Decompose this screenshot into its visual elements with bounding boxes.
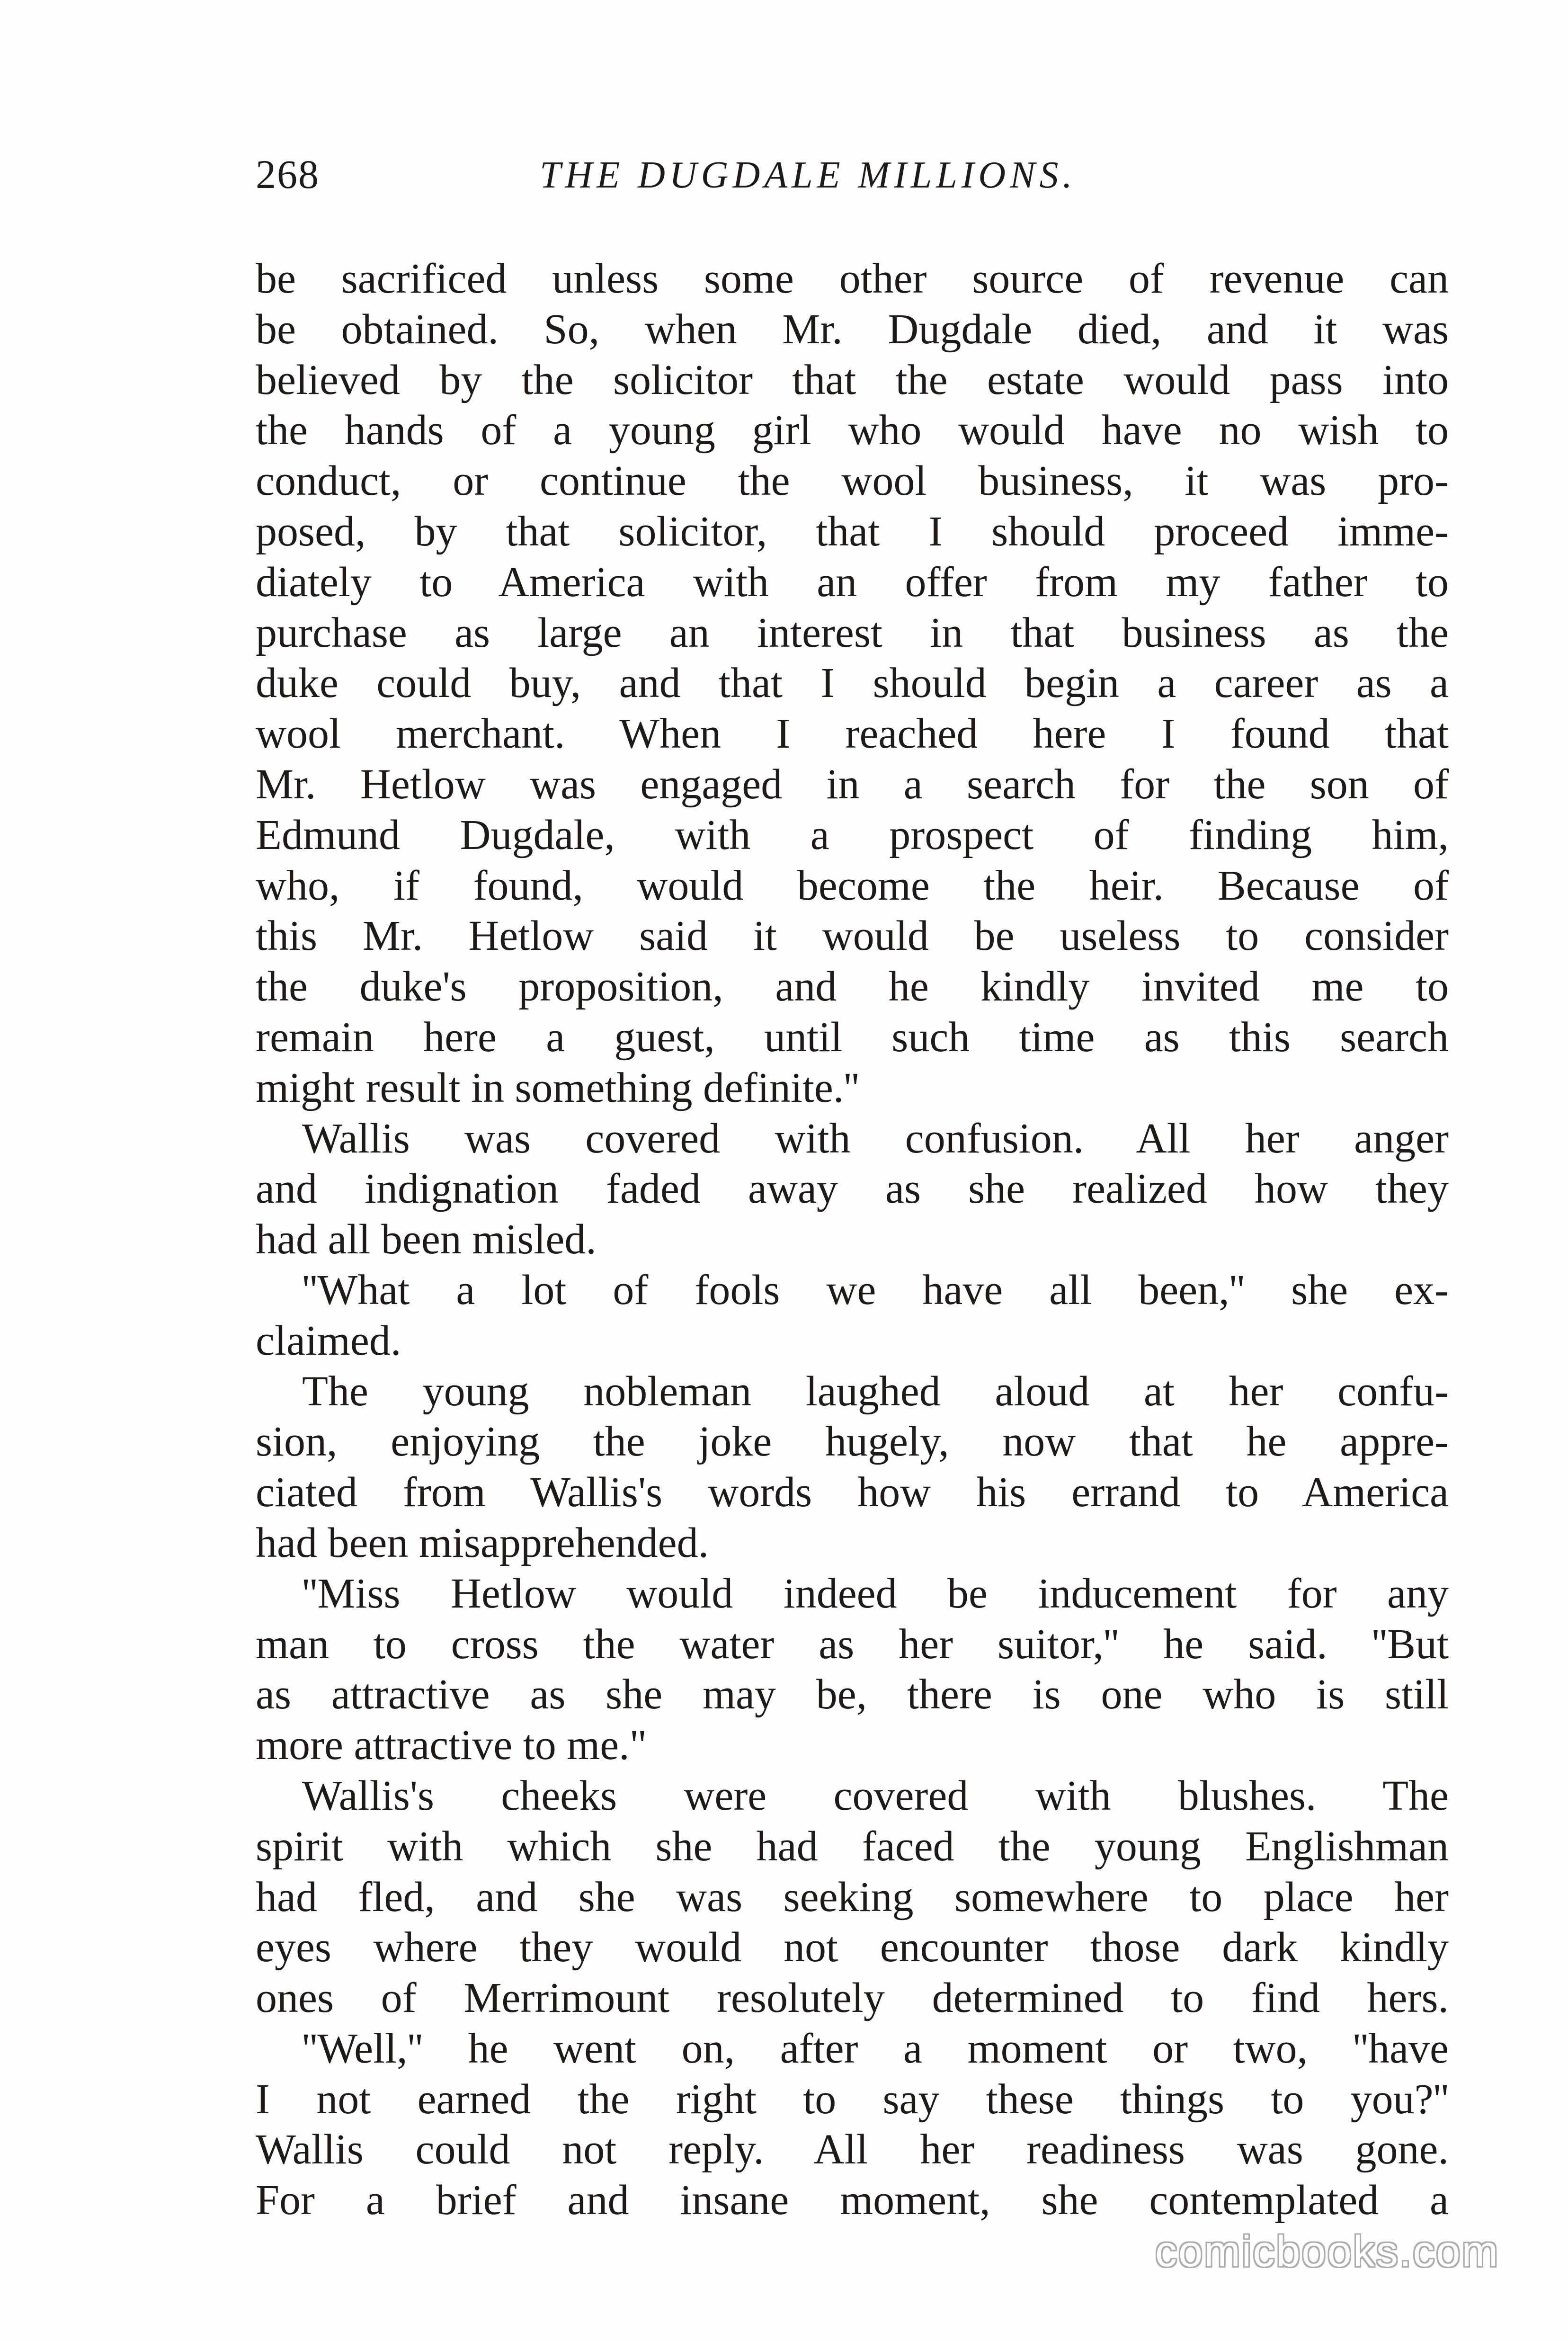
text-line: had been misapprehended. xyxy=(256,1519,709,1566)
text-line: ''What a lot of fools we have all been,'' she ex- xyxy=(302,1266,1449,1313)
text-line: spirit with which she had faced the young Englishman xyxy=(256,1823,1449,1870)
text-line: ''Miss Hetlow would indeed be inducement for any xyxy=(302,1570,1449,1617)
text-line: duke could buy, and that I should begin a career as a xyxy=(256,660,1449,707)
text-line: Wallis's cheeks were covered with blushes. The xyxy=(302,1772,1449,1819)
watermark: comicbooks.com xyxy=(1155,2227,1500,2276)
text-line: believed by the solicitor that the estate would pass into xyxy=(256,356,1449,403)
text-line: be obtained. So, when Mr. Dugdale died, and it was xyxy=(256,305,1449,353)
text-line: posed, by that solicitor, that I should proceed imme- xyxy=(256,508,1449,555)
text-line: conduct, or continue the wool business, it was pro- xyxy=(256,457,1449,505)
text-line: Edmund Dugdale, with a prospect of finding him, xyxy=(256,811,1449,858)
text-line: be sacrificed unless some other source of revenue can xyxy=(256,255,1449,302)
text-line: eyes where they would not encounter those dark kindly xyxy=(256,1924,1449,1971)
text-line: this Mr. Hetlow said it would be useless to consider xyxy=(256,912,1449,960)
text-line: had all been misled. xyxy=(256,1216,597,1263)
text-line: purchase as large an interest in that business as the xyxy=(256,609,1449,656)
text-line: remain here a guest, until such time as this search xyxy=(256,1013,1449,1061)
text-line: sion, enjoying the joke hugely, now that he appre- xyxy=(256,1418,1449,1465)
text-line: ''Well,'' he went on, after a moment or two, ''have xyxy=(302,2025,1449,2072)
text-line: The young nobleman laughed aloud at her confu- xyxy=(302,1367,1449,1415)
text-line: ones of Merrimount resolutely determined to find hers. xyxy=(256,1975,1449,2022)
page-header xyxy=(256,151,1449,207)
text-line: diately to America with an offer from my father to xyxy=(256,558,1449,606)
text-line: who, if found, would become the heir. Because of xyxy=(256,862,1449,909)
text-line: and indignation faded away as she realized how they xyxy=(256,1165,1449,1213)
text-line: Mr. Hetlow was engaged in a search for the son of xyxy=(256,760,1449,808)
text-line: For a brief and insane moment, she contemplated a xyxy=(256,2177,1449,2224)
text-line: the hands of a young girl who would have no wish to xyxy=(256,407,1449,454)
text-line: I not earned the right to say these things to you?'' xyxy=(256,2075,1449,2123)
text-line: Wallis could not reply. All her readiness was gone. xyxy=(256,2126,1449,2173)
page-number: 268 xyxy=(256,152,320,197)
text-line: wool merchant. When I reached here I found that xyxy=(256,710,1449,758)
text-line: man to cross the water as her suitor,'' he said. ''But xyxy=(256,1620,1449,1668)
body-text xyxy=(256,254,1449,2226)
text-line: ciated from Wallis's words how his errand to America xyxy=(256,1469,1449,1516)
text-line: the duke's proposition, and he kindly invited me to xyxy=(256,963,1449,1010)
running-title: THE DUGDALE MILLIONS. xyxy=(540,154,1077,196)
text-line: might result in something definite.'' xyxy=(256,1064,859,1111)
text-line: had fled, and she was seeking somewhere to place her xyxy=(256,1873,1449,1921)
text-line: as attractive as she may be, there is one who is still xyxy=(256,1671,1449,1718)
text-line: claimed. xyxy=(256,1317,401,1364)
text-line: more attractive to me." xyxy=(256,1722,647,1769)
text-line: Wallis was covered with confusion. All her anger xyxy=(302,1115,1449,1162)
